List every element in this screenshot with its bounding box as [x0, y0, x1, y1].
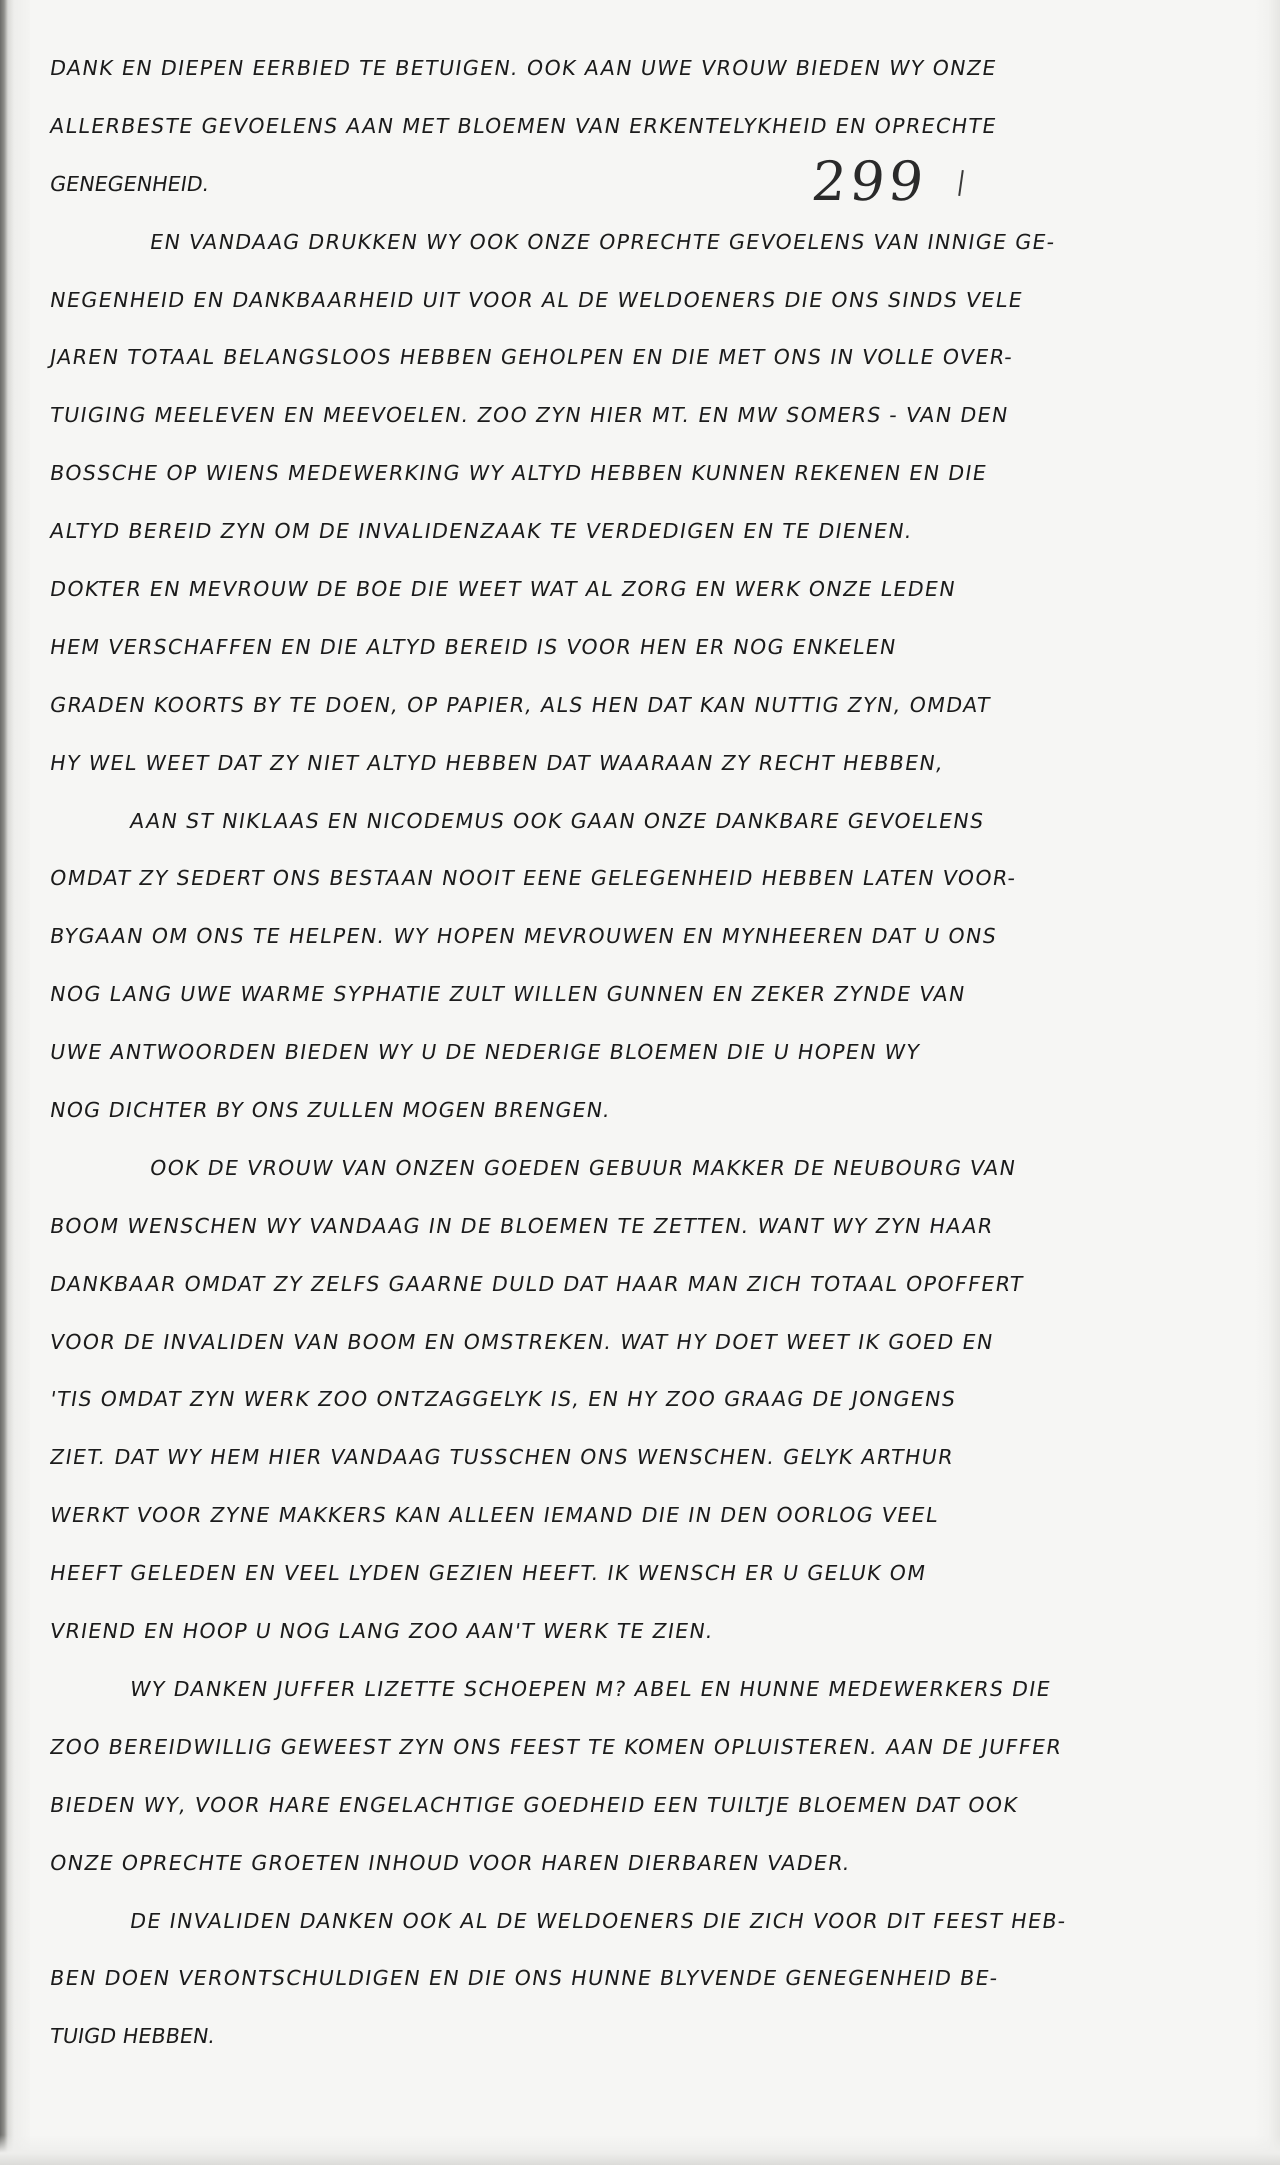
- text-line: HEEFT GELEDEN EN VEEL LYDEN GEZIEN HEEFT. IK WENSCH ER U GELUK OM: [48, 1561, 929, 1586]
- text-line: TUIGING MEELEVEN EN MEEVOELEN. ZOO ZYN HIER MT. EN MW SOMERS - VAN DEN: [48, 403, 1011, 428]
- text-line: BYGAAN OM ONS TE HELPEN. WY HOPEN MEVROUWEN EN MYNHEEREN DAT U ONS: [48, 924, 999, 949]
- text-line: WY DANKEN JUFFER LIZETTE SCHOEPEN M? ABEL EN HUNNE MEDEWERKERS DIE: [128, 1676, 1053, 1701]
- text-line: DANKBAAR OMDAT ZY ZELFS GAARNE DULD DAT HAAR MAN ZICH TOTAAL OPOFFERT: [48, 1271, 1026, 1296]
- text-line: UWE ANTWOORDEN BIEDEN WY U DE NEDERIGE BLOEMEN DIE U HOPEN WY: [48, 1040, 923, 1065]
- text-line: VRIEND EN HOOP U NOG LANG ZOO AAN'T WERK TE ZIEN.: [48, 1619, 716, 1644]
- handwritten-page-number: 299: [808, 150, 931, 213]
- text-line: BOSSCHE OP WIENS MEDEWERKING WY ALTYD HEBBEN KUNNEN REKENEN EN DIE: [48, 461, 990, 486]
- paper-left-edge: [0, 0, 30, 2165]
- text-line: ZOO BEREIDWILLIG GEWEEST ZYN ONS FEEST TE KOMEN OPLUISTEREN. AAN DE JUFFER: [48, 1734, 1064, 1759]
- text-line: BEN DOEN VERONTSCHULDIGEN EN DIE ONS HUNNE BLYVENDE GENEGENHEID BE-: [48, 1966, 1001, 1991]
- text-line: GRADEN KOORTS BY TE DOEN, OP PAPIER, ALS HEN DAT KAN NUTTIG ZYN, OMDAT: [48, 692, 993, 717]
- text-line: TUIGD HEBBEN.: [48, 2024, 218, 2049]
- text-line: HY WEL WEET DAT ZY NIET ALTYD HEBBEN DAT WAARAAN ZY RECHT HEBBEN,: [48, 750, 946, 775]
- text-line: 'TIS OMDAT ZYN WERK ZOO ONTZAGGELYK IS, EN HY ZOO GRAAG DE JONGENS: [48, 1387, 959, 1412]
- text-line: ALTYD BEREID ZYN OM DE INVALIDENZAAK TE VERDEDIGEN EN TE DIENEN.: [48, 519, 915, 544]
- text-line: DANK EN DIEPEN EERBIED TE BETUIGEN. OOK AAN UWE VROUW BIEDEN WY ONZE: [48, 56, 999, 80]
- text-line: OMDAT ZY SEDERT ONS BESTAAN NOOIT EENE GELEGENHEID HEBBEN LATEN VOOR-: [48, 866, 1019, 891]
- text-line: JAREN TOTAAL BELANGSLOOS HEBBEN GEHOLPEN EN DIE MET ONS IN VOLLE OVER-: [48, 345, 1016, 370]
- text-line: BOOM WENSCHEN WY VANDAAG IN DE BLOEMEN TE ZETTEN. WANT WY ZYN HAAR: [48, 1213, 996, 1238]
- text-line: AAN ST NIKLAAS EN NICODEMUS OOK GAAN ONZE DANKBARE GEVOELENS: [128, 808, 987, 833]
- text-line: OOK DE VROUW VAN ONZEN GOEDEN GEBUUR MAKKER DE NEUBOURG VAN: [148, 1155, 1019, 1180]
- text-line: DE INVALIDEN DANKEN OOK AL DE WELDOENERS DIE ZICH VOOR DIT FEEST HEB-: [128, 1908, 1069, 1933]
- text-line: NEGENHEID EN DANKBAARHEID UIT VOOR AL DE WELDOENERS DIE ONS SINDS VELE: [48, 287, 1025, 312]
- text-line: WERKT VOOR ZYNE MAKKERS KAN ALLEEN IEMAND DIE IN DEN OORLOG VEEL: [48, 1503, 941, 1528]
- letter-text: [50, 40, 1270, 2066]
- text-line: HEM VERSCHAFFEN EN DIE ALTYD BEREID IS VOOR HEN ER NOG ENKELEN: [48, 634, 899, 659]
- text-line: EN VANDAAG DRUKKEN WY OOK ONZE OPRECHTE GEVOELENS VAN INNIGE GE-: [148, 229, 1058, 254]
- text-line: NOG LANG UWE WARME SYPHATIE ZULT WILLEN GUNNEN EN ZEKER ZYNDE VAN: [48, 982, 968, 1007]
- text-line: ZIET. DAT WY HEM HIER VANDAAG TUSSCHEN ONS WENSCHEN. GELYK ARTHUR: [48, 1445, 956, 1470]
- text-line: GENEGENHEID.: [48, 171, 212, 196]
- text-line: ONZE OPRECHTE GROETEN INHOUD VOOR HAREN DIERBAREN VADER.: [48, 1850, 853, 1875]
- text-line: VOOR DE INVALIDEN VAN BOOM EN OMSTREKEN. WAT HY DOET WEET IK GOED EN: [48, 1329, 996, 1354]
- text-line: BIEDEN WY, VOOR HARE ENGELACHTIGE GOEDHEID EEN TUILTJE BLOEMEN DAT OOK: [48, 1792, 1021, 1817]
- paper-bottom-edge: [0, 2135, 1280, 2165]
- text-line: DOKTER EN MEVROUW DE BOE DIE WEET WAT AL ZORG EN WERK ONZE LEDEN: [48, 577, 958, 602]
- text-line: NOG DICHTER BY ONS ZULLEN MOGEN BRENGEN.: [48, 1098, 613, 1123]
- text-line: ALLERBESTE GEVOELENS AAN MET BLOEMEN VAN ERKENTELYKHEID EN OPRECHTE: [48, 113, 999, 138]
